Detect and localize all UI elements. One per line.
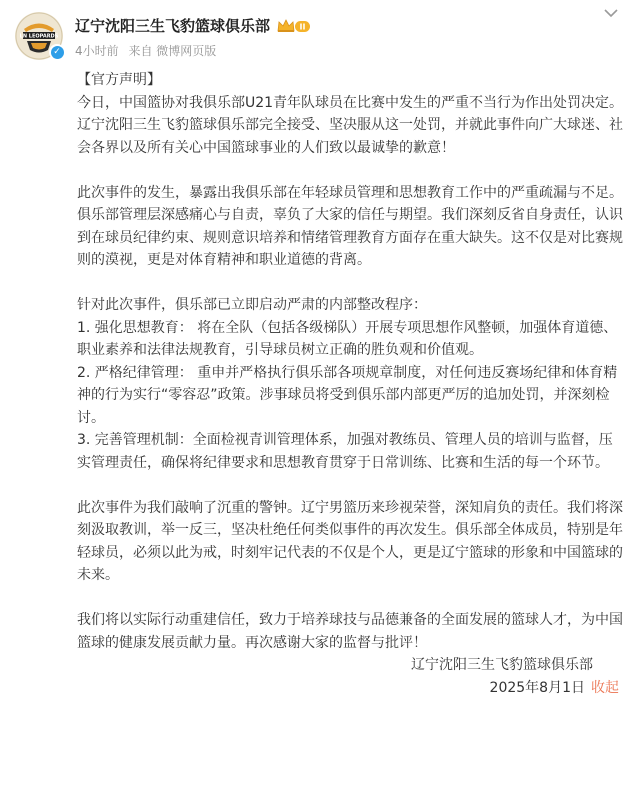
post-paragraph-5: 我们将以实际行动重建信任，致力于培养球技与品德兼备的全面发展的篮球人才，为中国篮球的健康发展贡献力量。再次感谢大家的监督与批评！ (77, 612, 623, 651)
svg-text:LN LEOPARDS: LN LEOPARDS (19, 33, 59, 40)
post-list-item-1: 1. 强化思想教育： 将在全队（包括各级梯队）开展专项思想作风整顿，加强体育道德、职业素养和法律法规教育，引导球员树立正确的胜负观和价值观。 (77, 319, 618, 358)
post-time[interactable]: 4小时前 (75, 44, 119, 58)
svg-text:II: II (299, 22, 306, 31)
post-source: 来自 微博网页版 (128, 44, 217, 58)
more-chevron-icon[interactable] (600, 6, 622, 20)
collapse-link[interactable]: 收起 (591, 679, 619, 696)
post-date: 2025年8月1日 (489, 679, 585, 696)
post-signature: 辽宁沈阳三生飞豹篮球俱乐部 (411, 657, 593, 673)
post-paragraph-2: 此次事件的发生，暴露出我俱乐部在年轻球员管理和思想教育工作中的严重疏漏与不足。俱乐部管理层深感痛心与自责，辜负了大家的信任与期望。我们深刻反省自身责任，认识到在球员纪律约束、规则意识培养和情绪管理教育方面存在重大缺失。这不仅是对比赛规则的漠视，更是对体育精神和职业道德的背离。 (77, 184, 623, 268)
verified-badge-icon: ✓ (49, 44, 65, 60)
post-content (77, 69, 625, 699)
post-list-item-3: 3. 完善管理机制：全面检视青训管理体系，加强对教练员、管理人员的培训与监督，压实管理责任，确保将纪律要求和思想教育贯穿于日常训练、比赛和生活的每一个环节。 (77, 432, 613, 471)
account-name[interactable]: 辽宁沈阳三生飞豹篮球俱乐部 (75, 17, 271, 35)
post-list-item-2: 2. 严格纪律管理： 重申并严格执行俱乐部各项规章制度，对任何违反赛场纪律和体育精神的行为实行“零容忍”政策。涉事球员将受到俱乐部内部更严厉的追加处罚，并深刻检讨。 (77, 364, 618, 426)
post-date-line (77, 677, 625, 700)
level-badge-icon (276, 18, 312, 34)
post-paragraph-3: 针对此次事件，俱乐部已立即启动严肃的内部整改程序： (77, 297, 427, 313)
post-paragraph-1: 今日，中国篮协对我俱乐部U21青年队球员在比赛中发生的严重不当行为作出处罚决定。辽宁沈阳三生飞豹篮球俱乐部完全接受、坚决服从这一处罚，并就此事件向广大球迷、社会各界以及所有关心中国篮球事业的人们致以最诚挚的歉意！ (77, 94, 624, 156)
post-paragraph-4: 此次事件为我们敲响了沉重的警钟。辽宁男篮历来珍视荣誉，深知肩负的责任。我们将深刻汲取教训，举一反三，坚决杜绝任何类似事件的再次发生。俱乐部全体成员，特别是年轻球员，必须以此为戒，时刻牢记代表的不仅是个人，更是辽宁篮球的形象和中国篮球的未来。 (77, 499, 623, 583)
post-title: 【官方声明】 (77, 72, 161, 88)
